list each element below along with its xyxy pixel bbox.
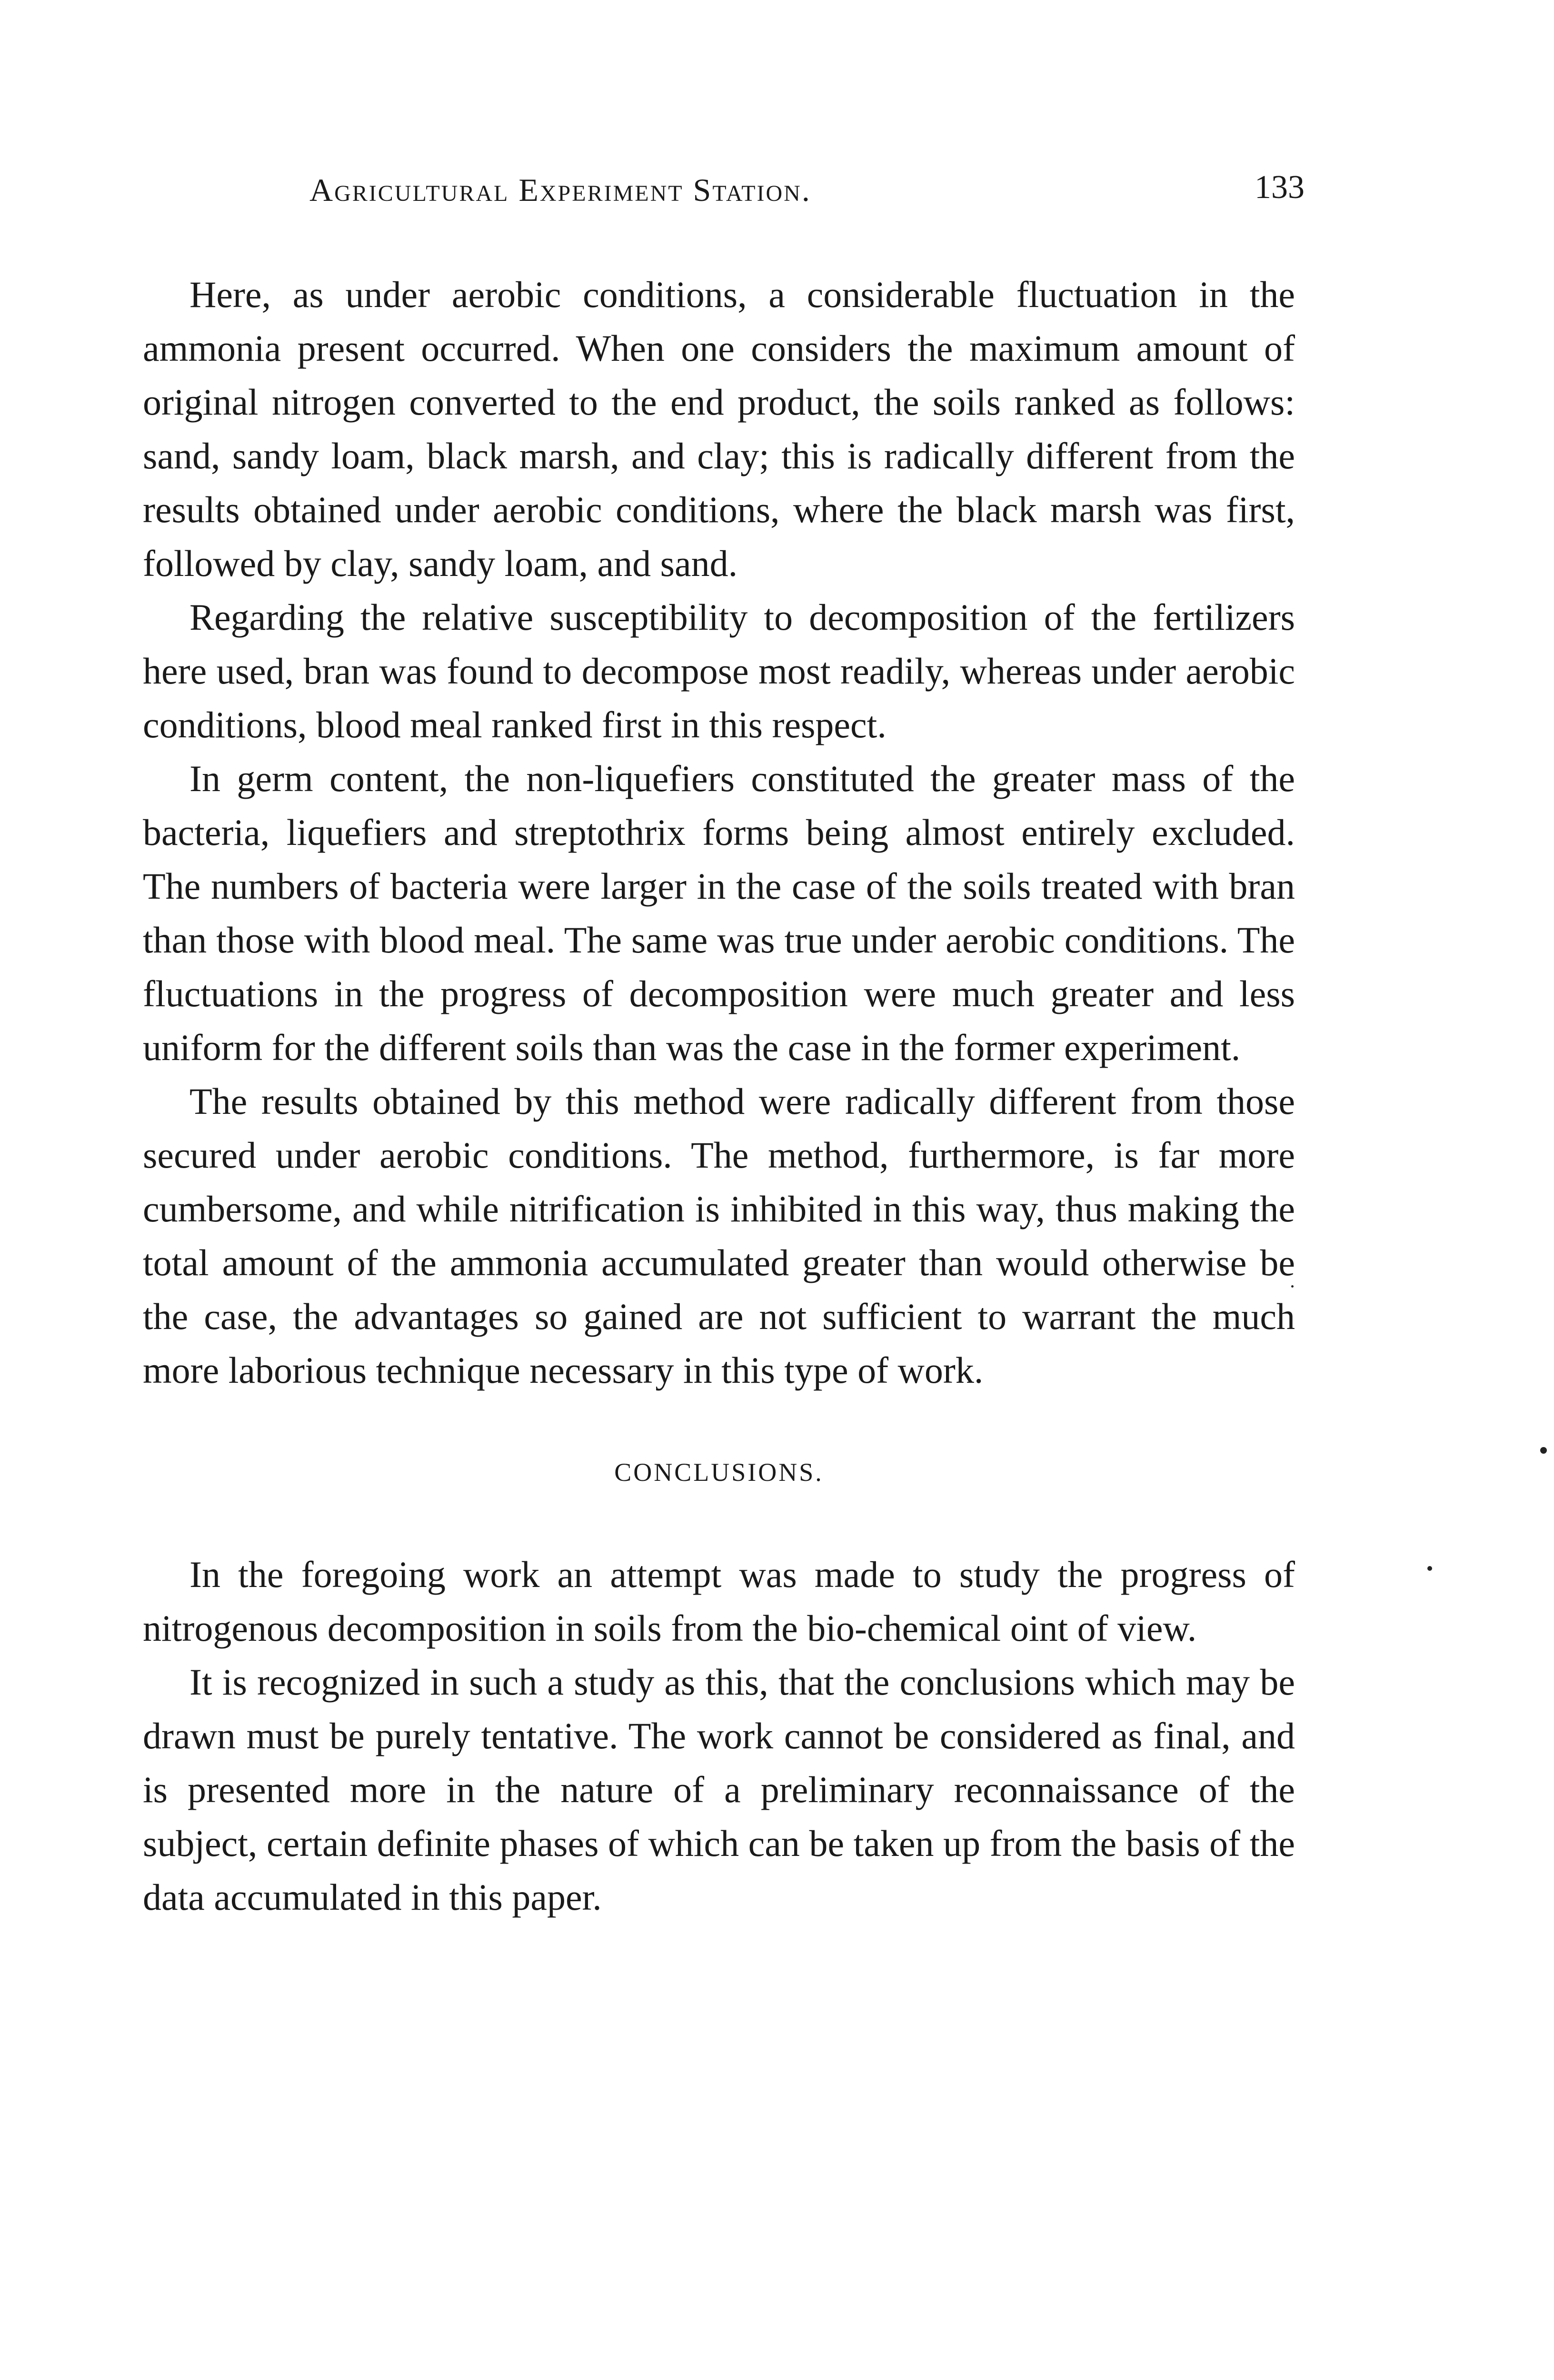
paragraph-fertilizer-susceptibility: Regarding the relative susceptibility to decomposition of the fertilizers here used, bran was found to decompose most readily, whereas under aerobic conditions, blood meal ranked first in this respect. — [143, 596, 1295, 745]
body-text — [143, 268, 1295, 1924]
page-number: 133 — [1255, 169, 1305, 206]
paragraph-germ-content: In germ content, the non-liquefiers constituted the greater mass of the bacteria, liquefiers and streptothrix forms being almost entirely excluded. The numbers of bacteria were larger in the case of the soils treated with bran than those with blood meal. The same was true under aerobic conditions. The fluctuations in the progress of decomposition were much greater and less uniform for the different soils than was the case in the former experiment. — [143, 758, 1295, 1068]
paragraph-conclusions-intro: In the foregoing work an attempt was made to study the progress of nitrogenous decomposition in soils from the bio-chemical oint of view. — [143, 1554, 1295, 1649]
conclusions-heading: CONCLUSIONS. — [614, 1458, 824, 1487]
paragraph-conclusions-tentative: It is recognized in such a study as this, that the conclusions which may be drawn must be purely tentative. The work cannot be considered as final, and is presented more in the nature of a preliminary reconnaissance of the subject, certain definite phases of which can be taken up from the basis of the data accumulated in this paper. — [143, 1661, 1295, 1918]
paragraph-method-results: The results obtained by this method were radically different from those secured under aerobic conditions. The method, furthermore, is far more cumbersome, and while nitrification is inhibited in this way, thus making the total amount of the ammonia accumulated greater than would otherwise be the case, the advantages so gained are not sufficient to warrant the much more laborious technique necessary in this type of work. — [143, 1081, 1295, 1391]
running-title: Agricultural Experiment Station. — [309, 172, 811, 208]
paragraph-ammonia-fluctuation: Here, as under aerobic conditions, a considerable fluctuation in the ammonia present occurred. When one considers the maximum amount of original nitrogen converted to the end product, the soils ranked as follows: sand, sandy loam, black marsh, and clay; this is radically different from the results obtained under aerobic conditions, where the black marsh was first, followed by clay, sandy loam, and sand. — [143, 274, 1295, 584]
ink-speck — [1291, 1285, 1294, 1288]
ink-speck — [1540, 1447, 1547, 1454]
ink-speck — [1427, 1566, 1432, 1571]
running-head — [143, 171, 1305, 224]
